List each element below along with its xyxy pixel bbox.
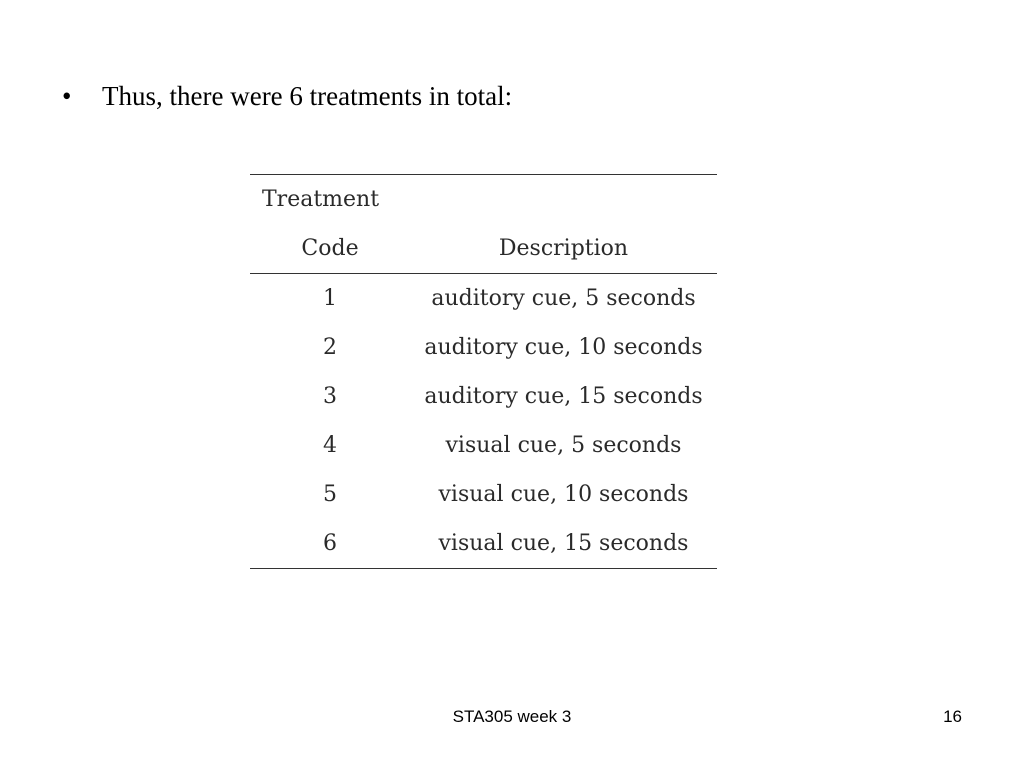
cell-description: auditory cue, 5 seconds — [431, 286, 696, 311]
header-description: Description — [498, 236, 629, 261]
table-row — [250, 470, 717, 519]
cell-code: 5 — [323, 482, 337, 507]
table-row — [250, 372, 717, 421]
treatment-table — [250, 174, 717, 569]
cell-description: visual cue, 5 seconds — [445, 433, 682, 458]
cell-description: visual cue, 15 seconds — [438, 531, 689, 556]
footer-page-number: 16 — [943, 707, 962, 726]
cell-code: 3 — [323, 384, 337, 409]
bullet-dot: • — [62, 81, 72, 111]
table-row — [250, 323, 717, 372]
header-treatment: Treatment — [262, 187, 380, 212]
cell-code: 2 — [323, 335, 337, 360]
cell-description: auditory cue, 10 seconds — [424, 335, 703, 360]
table-row — [250, 519, 717, 569]
cell-code: 6 — [323, 531, 337, 556]
header-code: Code — [301, 236, 359, 261]
bullet-text: Thus, there were 6 treatments in total: — [102, 81, 513, 111]
cell-description: auditory cue, 15 seconds — [424, 384, 703, 409]
cell-code: 4 — [323, 433, 337, 458]
table-row — [250, 421, 717, 470]
header-empty — [410, 175, 717, 225]
bullet-item — [62, 78, 512, 114]
cell-description: visual cue, 10 seconds — [438, 482, 689, 507]
table-row — [250, 274, 717, 324]
table-header-row-2 — [250, 224, 717, 274]
cell-code: 1 — [323, 286, 337, 311]
footer-course-label: STA305 week 3 — [452, 707, 572, 726]
treatment-table-container — [250, 174, 717, 569]
table-header-row-1 — [250, 175, 717, 225]
